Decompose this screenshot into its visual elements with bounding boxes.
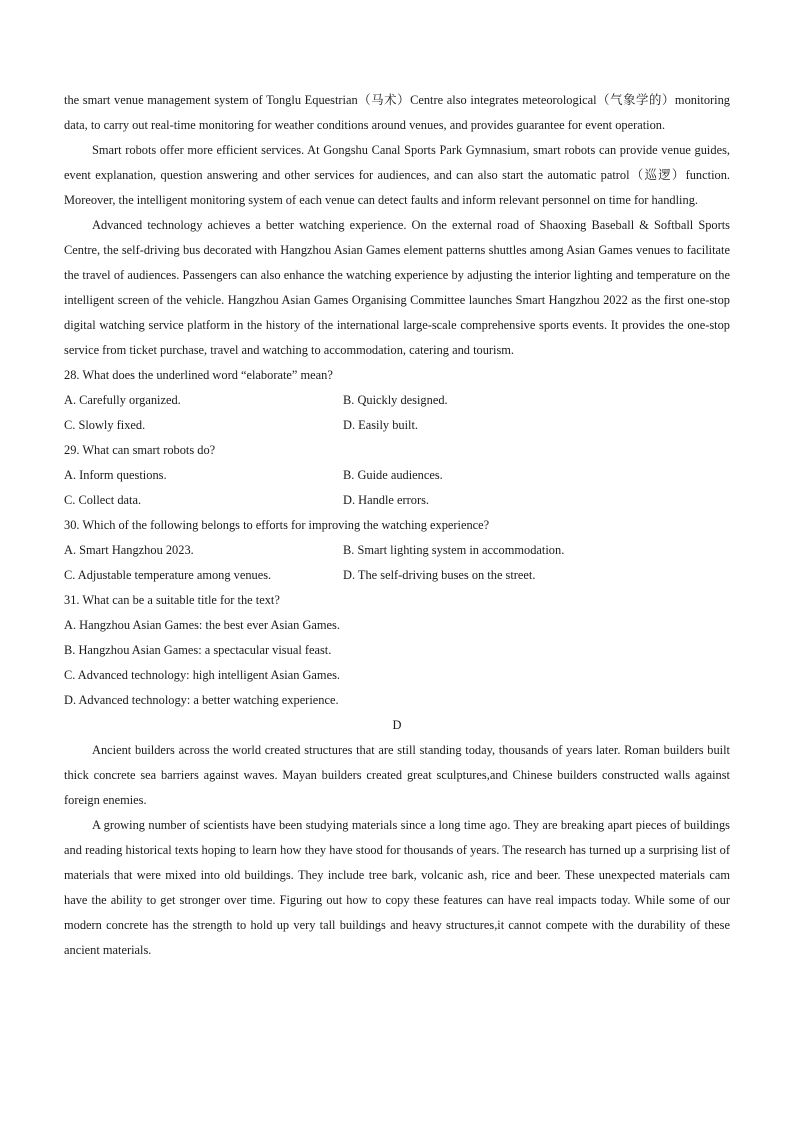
question-stem: 29. What can smart robots do?: [64, 443, 216, 457]
option-c[interactable]: C. Slowly fixed.: [64, 418, 146, 432]
section-letter: D: [392, 718, 402, 732]
passage-c-paragraph-1: the smart venue management system of Tonglu Equestrian（马术）Centre also integrates meteorological（气象学的）monitoring data, to carry out real-time monitoring for weather conditions around venues, and provides guarantee for event operation.: [64, 93, 730, 132]
passage-c-paragraph-3: Advanced technology achieves a better watching experience. On the external road of Shaoxing Baseball & Softball Sports Centre, the self-driving bus decorated with Hangzhou Asian Games element patterns shuttles among Asian Games venues to facilitate the travel of audiences. Passengers can also enhance the watching experience by adjusting the interior lighting and temperature on the intelligent screen of the vehicle. Hangzhou Asian Games Organising Committee launches Smart Hangzhou 2022 as the first one-stop digital watching service platform in the history of the international large-scale comprehensive sports events. It provides the one-stop service from ticket purchase, travel and watching to accommodation, catering and tourism.: [64, 218, 730, 357]
option-c[interactable]: C. Collect data.: [64, 493, 142, 507]
option-d[interactable]: D. Handle errors.: [343, 493, 430, 507]
option-c[interactable]: C. Advanced technology: high intelligent Asian Games.: [64, 668, 340, 682]
question-stem: 30. Which of the following belongs to efforts for improving the watching experience?: [64, 518, 490, 532]
passage-d-paragraph-2: A growing number of scientists have been studying materials since a long time ago. They are breaking apart pieces of buildings and reading historical texts hoping to learn how they have stood for thousands of years. The research has turned up a surprising list of materials that were mixed into old buildings. They include tree bark, volcanic ash, rice and beer. These unexpected materials cam have the ability to get stronger over time. Figuring out how to copy these features can have real impacts today. While some of our modern concrete has the strength to hold up very tall buildings and heavy structures,it cannot compete with the durability of these ancient materials.: [64, 818, 730, 957]
passage-c: [64, 88, 730, 363]
question-stem: 28. What does the underlined word “elaborate” mean?: [64, 368, 333, 382]
option-grid: [64, 388, 730, 438]
option-a[interactable]: A. Hangzhou Asian Games: the best ever Asian Games.: [64, 618, 340, 632]
question-28: [64, 363, 730, 438]
option-d[interactable]: D. The self-driving buses on the street.: [343, 568, 536, 582]
option-d[interactable]: D. Advanced technology: a better watching experience.: [64, 693, 339, 707]
option-b[interactable]: B. Guide audiences.: [343, 468, 443, 482]
question-30: [64, 513, 730, 588]
option-a[interactable]: A. Carefully organized.: [64, 393, 181, 407]
option-grid: [64, 538, 730, 588]
question-29: [64, 438, 730, 513]
option-c[interactable]: C. Adjustable temperature among venues.: [64, 568, 272, 582]
option-b[interactable]: B. Quickly designed.: [343, 393, 448, 407]
passage-d-paragraph-1: Ancient builders across the world created structures that are still standing today, thousands of years later. Roman builders built thick concrete sea barriers against waves. Mayan builders created great sculptures,and Chinese builders constructed walls against foreign enemies.: [64, 743, 730, 807]
question-31: [64, 588, 730, 713]
option-grid: [64, 463, 730, 513]
option-a[interactable]: A. Smart Hangzhou 2023.: [64, 543, 194, 557]
option-b[interactable]: B. Hangzhou Asian Games: a spectacular visual feast.: [64, 643, 332, 657]
option-b[interactable]: B. Smart lighting system in accommodation.: [343, 543, 565, 557]
option-list: [64, 613, 730, 713]
passage-d: [64, 713, 730, 963]
option-d[interactable]: D. Easily built.: [343, 418, 419, 432]
question-stem: 31. What can be a suitable title for the text?: [64, 593, 280, 607]
option-a[interactable]: A. Inform questions.: [64, 468, 167, 482]
passage-c-paragraph-2: Smart robots offer more efficient services. At Gongshu Canal Sports Park Gymnasium, smart robots can provide venue guides, event explanation, question answering and other services for audiences, and can also start the automatic patrol（巡逻）function. Moreover, the intelligent monitoring system of each venue can detect faults and inform relevant personnel on time for handling.: [64, 143, 730, 207]
